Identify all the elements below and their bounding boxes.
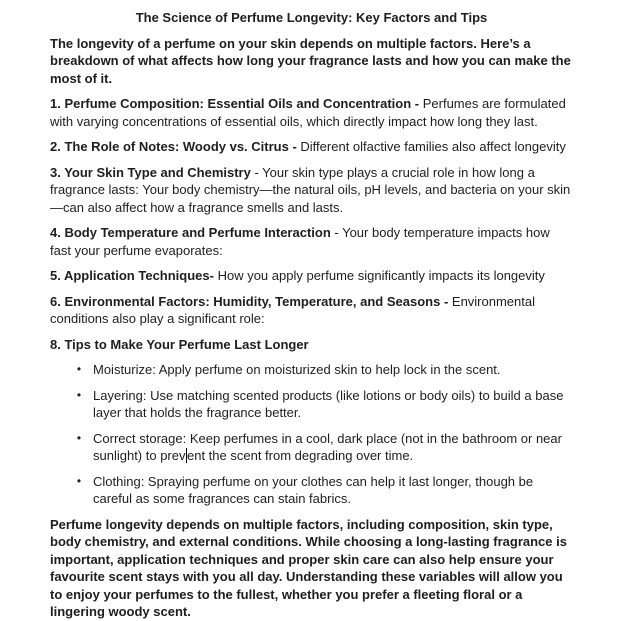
- section-heading: 4. Body Temperature and Perfume Interaction: [50, 225, 331, 240]
- list-item[interactable]: [50, 473, 573, 508]
- document-title[interactable]: The Science of Perfume Longevity: Key Factors and Tips: [135, 10, 488, 25]
- section-body: How you apply perfume significantly impacts its longevity: [213, 268, 545, 283]
- bullet-icon: •: [76, 473, 82, 488]
- tip-text: Clothing: Spraying perfume on your clothes can help it last longer, though be careful as some fragrances can stain fabrics.: [93, 473, 534, 506]
- tip-text-before-cursor: Correct storage: Keep perfumes in a cool, dark place (not in the bathroom or near sunlight) to prev: [93, 430, 562, 463]
- section-body: Perfumes are formulated with varying concentrations of essential oils, which directly impact how long they last.: [50, 96, 566, 129]
- section-paragraph-4[interactable]: [50, 224, 573, 259]
- tips-heading[interactable]: 8. Tips to Make Your Perfume Last Longer: [50, 336, 309, 352]
- section-paragraph-3[interactable]: [50, 164, 573, 217]
- section-paragraph-1[interactable]: [50, 95, 573, 130]
- section-paragraph-5[interactable]: [50, 267, 573, 285]
- section-heading: 2. The Role of Notes: Woody vs. Citrus -: [50, 139, 297, 154]
- bullet-icon: •: [76, 387, 82, 402]
- section-paragraph-6[interactable]: [50, 293, 573, 328]
- list-item[interactable]: [50, 430, 573, 465]
- section-body: Environmental conditions also play a significant role:: [50, 293, 535, 326]
- section-body: Different olfactive families also affect longevity: [296, 139, 566, 154]
- conclusion-paragraph[interactable]: Perfume longevity depends on multiple factors, including composition, skin type, body chemistry, and external conditions. While choosing a long-lasting fragrance is important, application techniques and proper skin care can also help ensure your favourite scent stays with you all day. Understanding these variables will allow you to enjoy your perfumes to the fullest, whether you prefer a fleeting floral or a lingering woody scent.: [50, 516, 567, 619]
- section-body: - Your body temperature impacts how fast your perfume evaporates:: [50, 225, 550, 258]
- intro-paragraph[interactable]: The longevity of a perfume on your skin depends on multiple factors. Here’s a breakdown of what affects how long your fragrance lasts and how you can make the most of it.: [50, 35, 571, 86]
- bullet-icon: •: [76, 362, 82, 376]
- bullet-icon: •: [76, 430, 82, 445]
- section-heading: 3. Your Skin Type and Chemistry: [50, 164, 251, 180]
- section-heading: 1. Perfume Composition: Essential Oils and Concentration -: [50, 96, 420, 111]
- section-paragraph-2[interactable]: [50, 138, 573, 156]
- section-body: - Your skin type plays a crucial role in how long a fragrance lasts: Your body chemistry—the natural oils, pH levels, and bacteria on your skin—can also affect how a fragrance smells and lasts.: [50, 164, 571, 215]
- tip-text: Layering: Use matching scented products (like lotions or body oils) to build a base layer that holds the fragrance better.: [93, 387, 564, 420]
- section-heading: 6. Environmental Factors: Humidity, Temperature, and Seasons -: [50, 293, 449, 309]
- tip-text: Moisturize: Apply perfume on moisturized skin to help lock in the scent.: [93, 362, 501, 377]
- tips-list: [50, 361, 573, 508]
- list-item[interactable]: [50, 387, 573, 422]
- list-item[interactable]: [50, 361, 573, 379]
- tip-text-after-cursor: ent the scent from degrading over time.: [187, 448, 414, 463]
- tip-text: [93, 431, 562, 464]
- section-heading: 5. Application Techniques-: [50, 268, 214, 283]
